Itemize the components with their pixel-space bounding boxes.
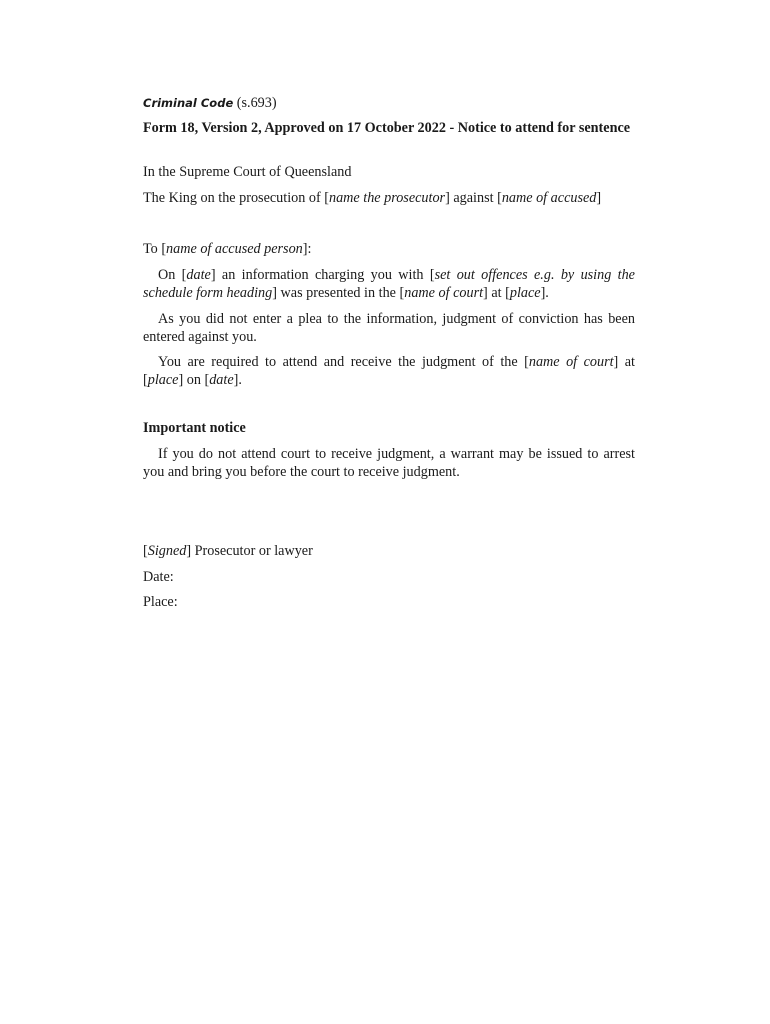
addressee-line: To [name of accused person]: <box>143 241 312 257</box>
place-label: Place: <box>143 594 178 610</box>
act-reference <box>143 94 635 112</box>
accused-placeholder: name of accused <box>501 190 597 206</box>
act-section: (s.693) <box>236 95 277 111</box>
paragraph-conviction: As you did not enter a plea to the information, judgment of conviction has been entered against you. <box>143 311 635 345</box>
prosecutor-placeholder: name the prosecutor <box>328 190 446 206</box>
date-label: Date: <box>143 569 174 585</box>
paragraph-attend: You are required to attend and receive the judgment of the [name of court] at [place] on [date]. <box>143 354 635 388</box>
signed-placeholder: Signed <box>147 543 187 559</box>
important-notice-text: If you do not attend court to receive judgment, a warrant may be issued to arrest you and bring you before the court to receive judgment. <box>143 446 635 480</box>
parties-line: The King on the prosecution of [name the prosecutor] against [name of accused] <box>143 190 602 206</box>
act-name: Criminal Code <box>143 96 234 110</box>
paragraph-information: On [date] an information charging you with [set out offences e.g. by using the schedule form heading] was presented in the [name of court] at [place]. <box>143 267 635 301</box>
signature-line: [Signed] Prosecutor or lawyer <box>143 543 313 559</box>
court-name: In the Supreme Court of Queensland <box>143 164 352 180</box>
important-notice-heading: Important notice <box>143 420 246 436</box>
accused-person-placeholder: name of accused person <box>166 241 303 257</box>
form-title: Form 18, Version 2, Approved on 17 October 2022 - Notice to attend for sentence <box>143 120 631 136</box>
